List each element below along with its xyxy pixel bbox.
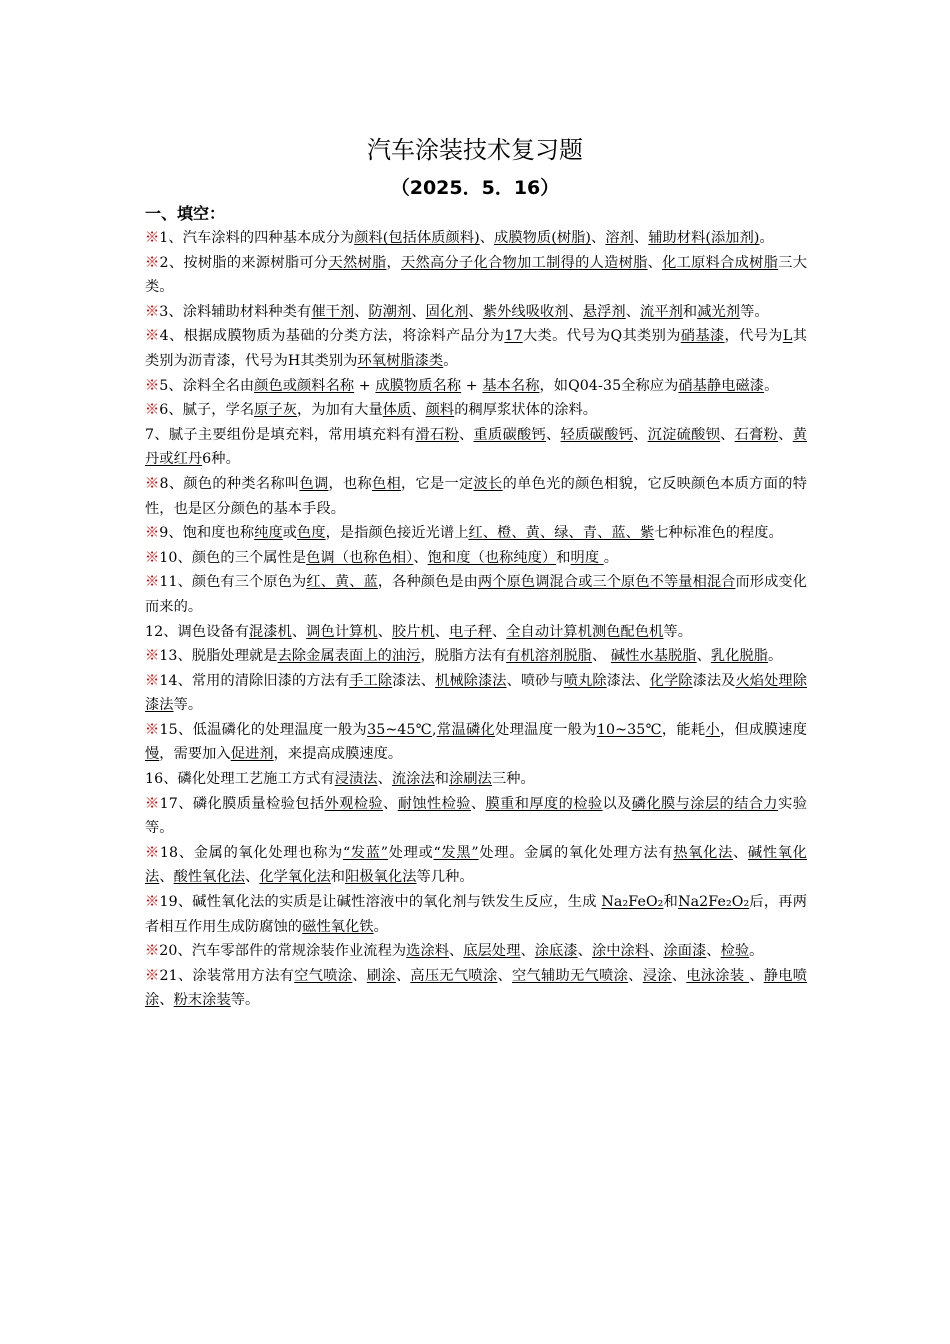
answer-blank: 涂底漆: [534, 943, 578, 960]
answer-blank: 胶片机: [391, 623, 435, 640]
question-text: 、: [720, 426, 735, 443]
question-text: 10、颜色的三个属性是: [159, 549, 307, 566]
answer-blank: 空气辅助无气喷涂: [512, 967, 629, 984]
question-item: [145, 644, 807, 669]
question-text: 。: [764, 377, 779, 394]
question-item: [145, 324, 807, 373]
question-text: 、: [577, 943, 592, 960]
question-text: ，如Q04-35全称应为: [539, 377, 679, 394]
question-text: 、: [696, 648, 711, 665]
question-text: 、: [591, 230, 606, 246]
answer-blank: 手工除: [349, 672, 393, 689]
key-point-mark: ※: [145, 549, 160, 566]
question-text: 大类。代号为Q其类别为: [522, 328, 681, 345]
answer-blank: 固化剂: [425, 303, 469, 320]
answer-blank: 膜重和厚度的检验: [485, 795, 603, 812]
answer-blank: 红、橙、黄、绿、青、蓝、紫: [468, 525, 655, 542]
question-text: +: [354, 377, 376, 394]
question-text: 。: [759, 230, 774, 246]
answer-blank: 浸涂: [642, 967, 672, 984]
question-text: 2、按树脂的来源树脂可分: [159, 254, 329, 271]
question-text: 、: [497, 967, 512, 984]
question-item: [145, 300, 807, 325]
answer-blank: 轻质碳酸钙: [560, 426, 634, 443]
answer-blank: 防潮剂: [368, 303, 412, 320]
answer-blank: 浸渍法: [334, 771, 378, 788]
answer-blank: 色相: [371, 475, 401, 492]
answer-blank: 成膜物质(树脂): [494, 230, 592, 246]
question-text: 、: [628, 967, 643, 984]
answer-blank: 10~35℃: [596, 721, 662, 738]
question-text: 、: [291, 623, 307, 640]
answer-blank: 天然高分子化合物加工制得的人造树脂: [401, 254, 648, 271]
key-point-mark: ※: [145, 967, 160, 984]
answer-blank: 滑石粉: [415, 426, 459, 443]
question-text: 和: [556, 549, 571, 566]
answer-blank: Na2Fe₂O₂: [678, 894, 750, 911]
question-text: ，需要加入: [159, 746, 231, 763]
question-text: 、: [413, 549, 428, 566]
question-item: [145, 964, 807, 1013]
question-text: 三大类。: [145, 254, 807, 296]
answer-blank: 碱性水基脱脂: [610, 648, 697, 665]
answer-blank: 化工原料合成树脂: [662, 254, 779, 271]
question-text: 、: [377, 771, 392, 788]
question-text: 。: [373, 918, 388, 935]
question-text: 、: [383, 795, 398, 812]
question-item: [145, 620, 807, 645]
answer-blank: “发黑”: [433, 844, 479, 861]
answer-blank: 色调（也称色相）: [306, 549, 414, 566]
question-text: ，但成膜速度: [720, 721, 807, 738]
answer-blank: 粉末涂装: [173, 992, 231, 1009]
question-text: 等。: [740, 303, 769, 320]
key-point-mark: ※: [145, 721, 160, 738]
question-text: 七种标准色的程度。: [654, 525, 783, 542]
question-text: ，代号为: [724, 328, 783, 345]
question-text: 6种。: [202, 451, 240, 468]
answer-blank: 耐蚀性检验: [397, 795, 471, 812]
answer-blank: 硝基漆: [680, 328, 725, 345]
question-text: 、: [749, 967, 764, 984]
key-point-mark: ※: [145, 574, 160, 591]
answer-blank: 静电喷涂: [145, 967, 808, 1009]
question-text: 、: [458, 426, 474, 443]
answer-blank: 波长: [473, 475, 503, 492]
question-text: 6、腻子，学名: [159, 402, 255, 419]
question-text: 1、汽车涂料的四种基本成分为: [159, 230, 355, 246]
question-text: ，是指颜色接近光谱上: [325, 525, 469, 542]
answer-blank: 纯度: [254, 525, 283, 542]
question-text: ，脱脂方法有: [420, 648, 507, 665]
question-text: 或: [282, 525, 298, 542]
answer-blank: 催干剂: [311, 303, 355, 320]
answer-blank: 涂刷法: [449, 771, 492, 788]
answer-blank: 调色计算机: [306, 623, 378, 640]
answer-blank: 涂面漆: [663, 943, 707, 960]
question-text: 漆法、: [392, 672, 436, 689]
question-text: 处理。金属的氧化处理方法有: [478, 844, 674, 861]
answer-blank: 机械除漆法: [435, 672, 507, 689]
question-text: 、: [468, 303, 483, 320]
question-text: 18、金属的氧化处理也称为: [159, 844, 343, 861]
answer-blank: 环氧树脂漆类: [357, 352, 444, 369]
answer-blank: 去除金属表面上的油污: [277, 648, 421, 665]
answer-blank: 酸性氧化法: [173, 869, 246, 886]
answer-blank: 小: [705, 721, 720, 738]
question-text: 等。: [173, 697, 203, 714]
answer-blank: 空气喷涂: [294, 967, 353, 984]
answer-blank: 天然树脂: [328, 254, 387, 271]
key-point-mark: ※: [145, 844, 160, 861]
question-text: 以及: [602, 795, 632, 812]
question-text: ，来提高成膜速度。: [273, 746, 403, 763]
question-text: 。: [443, 352, 458, 369]
question-text: 、: [411, 402, 426, 419]
question-text: 、: [591, 648, 611, 665]
question-text: 等。: [230, 992, 260, 1009]
answer-blank: 重质碳酸钙: [473, 426, 547, 443]
question-text: 、: [671, 967, 687, 984]
answer-blank: 有机溶剂脱脂: [506, 648, 592, 665]
question-text: 的稠厚浆状体的涂料。: [454, 402, 598, 419]
answer-blank: 全自动计算机测色配色机: [506, 623, 664, 640]
question-item: [145, 718, 807, 767]
question-text: 4、根据成膜物质为基础的分类方法，将涂料产品分为: [159, 328, 505, 345]
question-item: [145, 374, 807, 399]
key-point-mark: ※: [145, 230, 160, 246]
question-item: [145, 841, 807, 890]
answer-blank: 两个原色调混合或三个原色不等量相混合: [478, 574, 736, 591]
answer-blank: Na₂FeO₂: [601, 894, 664, 911]
question-item: [145, 890, 807, 939]
answer-blank: 常温磷化: [436, 721, 496, 738]
answer-blank: L: [782, 328, 793, 345]
question-item: [145, 521, 807, 546]
answer-blank: 色度: [297, 525, 326, 542]
key-point-mark: ※: [145, 525, 160, 542]
question-item: [145, 472, 807, 521]
question-text: 17、磷化膜质量检验包括: [159, 795, 325, 812]
answer-blank: “发蓝”: [342, 844, 389, 861]
answer-blank: 明度: [570, 549, 604, 566]
question-text: 、: [159, 992, 174, 1009]
question-text: 、: [245, 869, 260, 886]
question-text: ,: [432, 721, 437, 738]
question-text: 、: [546, 426, 561, 443]
question-text: 16、磷化处理工艺施工方式有: [145, 771, 335, 788]
question-text: 、: [352, 967, 367, 984]
answer-blank: 高压无气喷涂: [410, 967, 498, 984]
key-point-mark: ※: [145, 402, 160, 419]
question-text: 、: [520, 943, 535, 960]
answer-blank: 磷化膜与涂层的结合力: [631, 795, 779, 812]
answer-blank: 选涂料: [406, 943, 450, 960]
answer-blank: 乳化脱脂: [710, 648, 769, 665]
question-item: [145, 251, 807, 300]
question-item: [145, 226, 807, 251]
answer-blank: 流平剂: [640, 303, 683, 320]
answer-blank: 电子秤: [449, 623, 492, 640]
question-text: ，也称: [328, 475, 372, 492]
question-item: [145, 546, 807, 571]
question-text: +: [461, 377, 483, 394]
question-text: 9、饱和度也称: [159, 525, 255, 542]
answer-blank: 颜料(包括体质颜料): [354, 230, 480, 246]
question-text: ，: [386, 254, 401, 271]
answer-blank: 磁性氧化铁: [302, 918, 374, 935]
answer-blank: 溶剂: [605, 230, 634, 246]
answer-blank: 化学氧化法: [259, 869, 331, 886]
question-text: 8、颜色的种类名称叫: [159, 475, 300, 492]
answer-blank: 涂中涂料: [591, 943, 650, 960]
question-text: 、: [649, 943, 664, 960]
key-point-mark: ※: [145, 894, 160, 911]
answer-blank: 辅助材料(添加剂): [648, 230, 760, 246]
question-text: 。: [768, 648, 783, 665]
question-text: 、: [491, 623, 507, 640]
question-text: 等。: [663, 623, 692, 640]
answer-blank: 硝基静电磁漆: [678, 377, 765, 394]
question-text: 处理温度一般为: [495, 721, 597, 738]
question-item: [145, 767, 807, 792]
answer-blank: 电泳涂装: [686, 967, 750, 984]
answer-blank: 热氧化法: [673, 844, 733, 861]
document-title: 汽车涂装技术复习题: [367, 136, 583, 164]
answer-blank: 混漆机: [248, 623, 292, 640]
question-text: 等几种。: [416, 869, 474, 886]
question-item: [145, 939, 807, 964]
answer-blank: 化学除: [649, 672, 693, 689]
question-text: ，为加有大量: [297, 402, 383, 419]
question-text: 和: [434, 771, 450, 788]
question-text: 和: [682, 303, 698, 320]
answer-blank: 慢: [145, 746, 160, 763]
key-point-mark: ※: [145, 254, 160, 271]
answer-blank: 流涂法: [391, 771, 435, 788]
question-text: 、: [159, 869, 174, 886]
question-text: 、: [733, 844, 748, 861]
question-item: [145, 669, 807, 718]
answer-blank: 碱性氧化法: [145, 844, 807, 886]
question-text: 漆法及: [692, 672, 736, 689]
answer-blank: 外观检验: [324, 795, 384, 812]
question-text: 、: [479, 230, 495, 246]
question-text: 其类别为沥青漆，代号为H其类别为: [145, 328, 807, 369]
answer-blank: 饱和度（也称纯度）: [427, 549, 557, 566]
answer-blank: 火焰处理除漆法: [145, 672, 807, 714]
document-date: （2025．5．16）: [390, 177, 560, 199]
key-point-mark: ※: [145, 648, 160, 665]
answer-blank: 刷涂: [366, 967, 396, 984]
question-text: 、: [395, 967, 411, 984]
question-text: 、: [778, 426, 793, 443]
question-text: 和: [663, 894, 679, 911]
answer-blank: 紫外线吸收剂: [482, 303, 569, 320]
question-text: 、: [625, 303, 641, 320]
question-text: 、: [470, 795, 486, 812]
answer-blank: 减光剂: [697, 303, 741, 320]
question-text: 三种。: [491, 771, 535, 788]
answer-blank: 黄丹或红丹: [145, 426, 807, 468]
question-text: 12、调色设备有: [145, 623, 249, 640]
question-text: 19、碱性氧化法的实质是让碱性溶液中的氧化剂与铁发生反应，生成: [159, 894, 602, 911]
question-text: 、: [633, 426, 648, 443]
question-text: 14、常用的清除旧漆的方法有: [159, 672, 350, 689]
question-text: 、喷砂与: [506, 672, 564, 689]
answer-blank: 促进剂: [230, 746, 274, 763]
key-point-mark: ※: [145, 328, 160, 345]
answer-blank: 底层处理: [463, 943, 521, 960]
question-text: 。: [603, 549, 619, 566]
question-text: 后，再两者相互作用生成防腐蚀的: [145, 894, 808, 935]
key-point-mark: ※: [145, 377, 160, 394]
answer-blank: 红、黄、蓝: [306, 574, 378, 591]
question-text: 20、汽车零部件的常规涂装作业流程为: [159, 943, 407, 960]
answer-blank: 喷丸除: [563, 672, 607, 689]
answer-blank: 原子灰: [254, 402, 298, 419]
question-text: 、: [411, 303, 426, 320]
question-list: [145, 226, 807, 1013]
answer-blank: 颜色或颜料名称: [254, 377, 355, 394]
key-point-mark: ※: [145, 303, 160, 320]
question-text: 、: [633, 230, 649, 246]
question-text: 、: [377, 623, 392, 640]
question-text: 13、脱脂处理就是: [159, 648, 278, 665]
question-text: 11、颜色有三个原色为: [159, 574, 307, 591]
question-item: [145, 398, 807, 423]
key-point-mark: ※: [145, 672, 160, 689]
question-text: 。: [749, 943, 764, 960]
question-text: 、: [354, 303, 369, 320]
question-text: ，它是一定: [401, 475, 474, 492]
question-text: 、: [706, 943, 721, 960]
question-text: 15、低温磷化的处理温度一般为: [159, 721, 368, 738]
key-point-mark: ※: [145, 795, 160, 812]
question-text: 和: [330, 869, 346, 886]
question-text: 、: [449, 943, 464, 960]
answer-blank: 成膜物质名称: [375, 377, 462, 394]
answer-blank: 17: [504, 328, 523, 345]
key-point-mark: ※: [145, 475, 160, 492]
question-text: 3、涂料辅助材料种类有: [159, 303, 312, 320]
answer-blank: 35~45℃: [367, 721, 433, 738]
question-text: 、: [647, 254, 663, 271]
key-point-mark: ※: [145, 943, 160, 960]
question-text: 实验等。: [145, 795, 807, 837]
question-text: ，各种颜色是由: [377, 574, 478, 591]
question-text: 而形成变化而来的。: [145, 574, 807, 615]
question-text: 7、腻子主要组份是填充料，常用填充料有: [145, 426, 416, 443]
answer-blank: 悬浮剂: [582, 303, 626, 320]
answer-blank: 沉淀硫酸钡: [647, 426, 721, 443]
answer-blank: 阳极氧化法: [345, 869, 417, 886]
question-text: 、: [568, 303, 583, 320]
question-item: [145, 792, 807, 841]
question-text: 的单色光的颜色相貌，它反映颜色本质方面的特性，也是区分颜色的基本手段。: [145, 475, 807, 517]
question-item: [145, 570, 807, 619]
question-text: ，能耗: [661, 721, 706, 738]
section-heading: 一、填空：: [145, 204, 226, 223]
answer-blank: 检验: [720, 943, 750, 960]
question-text: 21、涂装常用方法有: [159, 967, 295, 984]
question-text: 处理或: [388, 844, 434, 861]
answer-blank: 石膏粉: [734, 426, 779, 443]
answer-blank: 体质: [382, 402, 412, 419]
question-item: [145, 423, 807, 472]
question-text: 、: [434, 623, 450, 640]
answer-blank: 颜料: [425, 402, 455, 419]
question-text: 漆法、: [606, 672, 650, 689]
answer-blank: 基本名称: [482, 377, 540, 394]
answer-blank: 色调: [299, 475, 329, 492]
question-text: 5、涂料全名由: [159, 377, 255, 394]
